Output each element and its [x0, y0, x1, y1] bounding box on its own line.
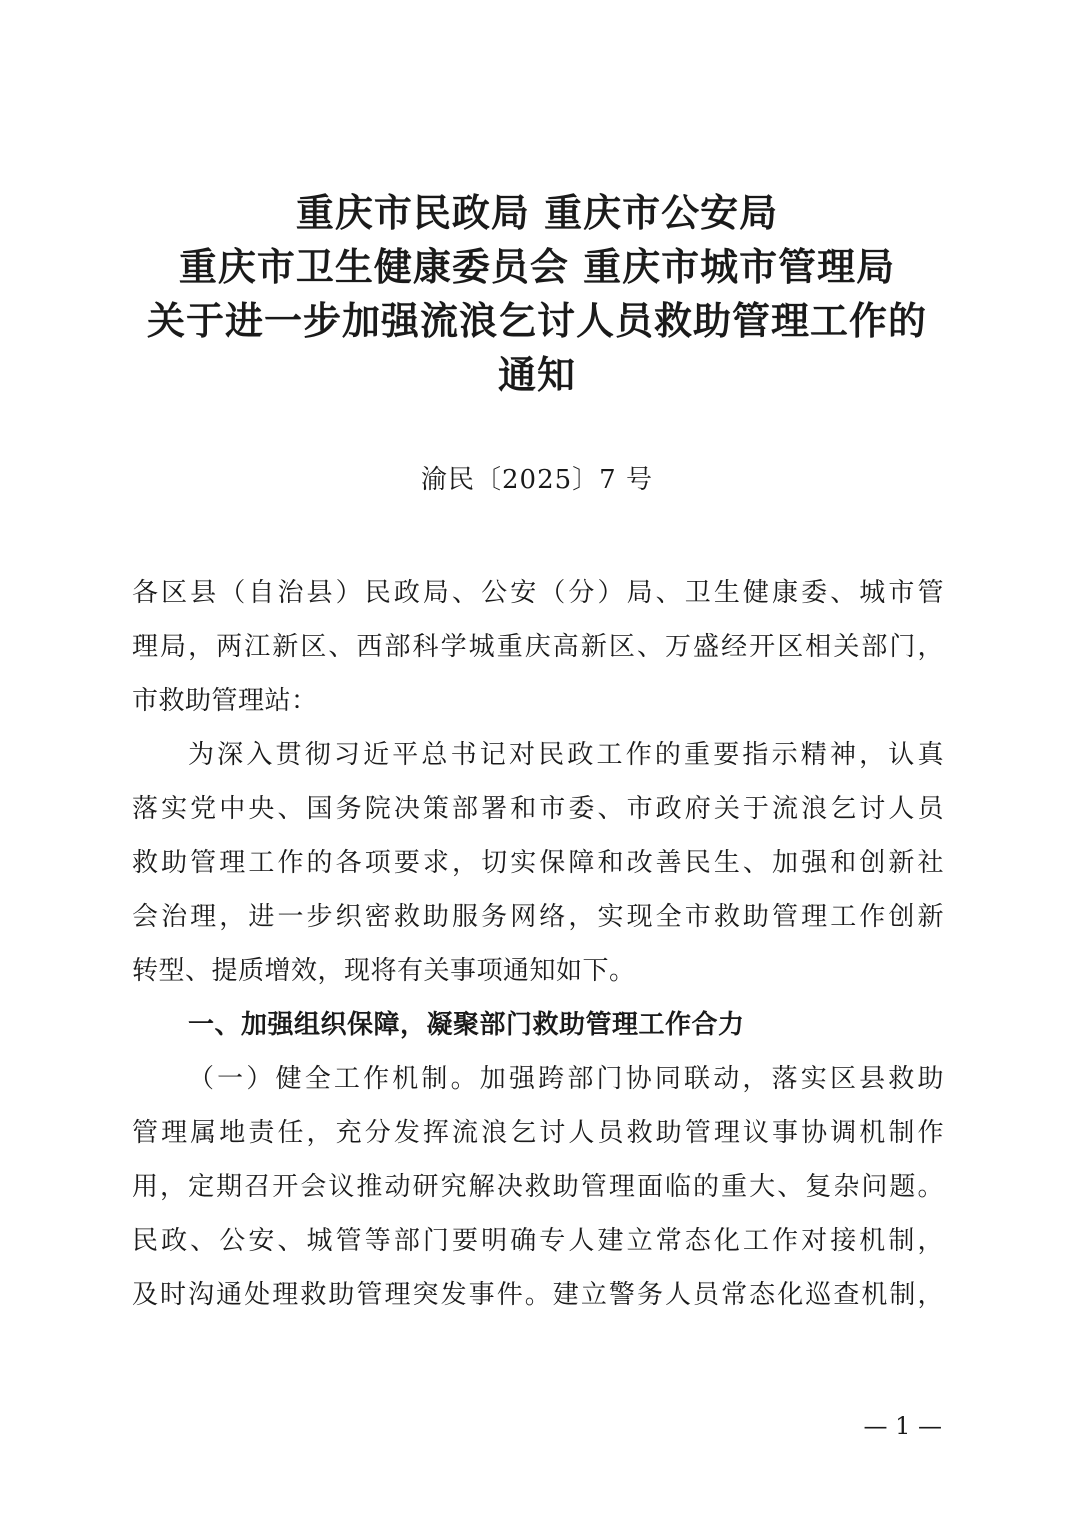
paragraph-line: 落实党中央、国务院决策部署和市委、市政府关于流浪乞讨人员	[132, 794, 944, 824]
title-line-2: 重庆市卫生健康委员会 重庆市城市管理局	[178, 244, 896, 289]
addressee-line-2: 理局，两江新区、西部科学城重庆高新区、万盛经开区相关部门，	[132, 632, 944, 662]
paragraph-line: 民政、公安、城管等部门要明确专人建立常态化工作对接机制，	[132, 1226, 944, 1256]
document-body	[132, 566, 944, 1322]
title-line-4: 通知	[497, 352, 576, 397]
title-line-1: 重庆市民政局 重庆市公安局	[295, 190, 779, 235]
paragraph-line: 用，定期召开会议推动研究解决救助管理面临的重大、复杂问题。	[132, 1172, 944, 1202]
addressee-line-3: 市救助管理站：	[132, 686, 318, 716]
document-title	[60, 186, 1014, 402]
paragraph-line: 救助管理工作的各项要求，切实保障和改善民生、加强和创新社	[132, 848, 944, 878]
paragraph-line: 转型、提质增效，现将有关事项通知如下。	[132, 956, 636, 986]
paragraph-line: 及时沟通处理救助管理突发事件。建立警务人员常态化巡查机制，	[132, 1280, 944, 1310]
page-number: — 1 —	[863, 1412, 942, 1440]
section-heading: 一、加强组织保障，凝聚部门救助管理工作合力	[188, 1010, 745, 1040]
paragraph-line: 管理属地责任，充分发挥流浪乞讨人员救助管理议事协调机制作	[132, 1118, 944, 1148]
paragraph-line: 为深入贯彻习近平总书记对民政工作的重要指示精神，认真	[188, 740, 944, 770]
document-number: 渝民〔2025〕7 号	[421, 465, 653, 495]
paragraph-line: 会治理，进一步织密救助服务网络，实现全市救助管理工作创新	[132, 902, 944, 932]
addressee-line-1: 各区县（自治县）民政局、公安（分）局、卫生健康委、城市管	[132, 578, 944, 608]
paragraph-line: （一）健全工作机制。加强跨部门协同联动，落实区县救助	[188, 1064, 944, 1094]
title-line-3: 关于进一步加强流浪乞讨人员救助管理工作的	[146, 298, 927, 343]
